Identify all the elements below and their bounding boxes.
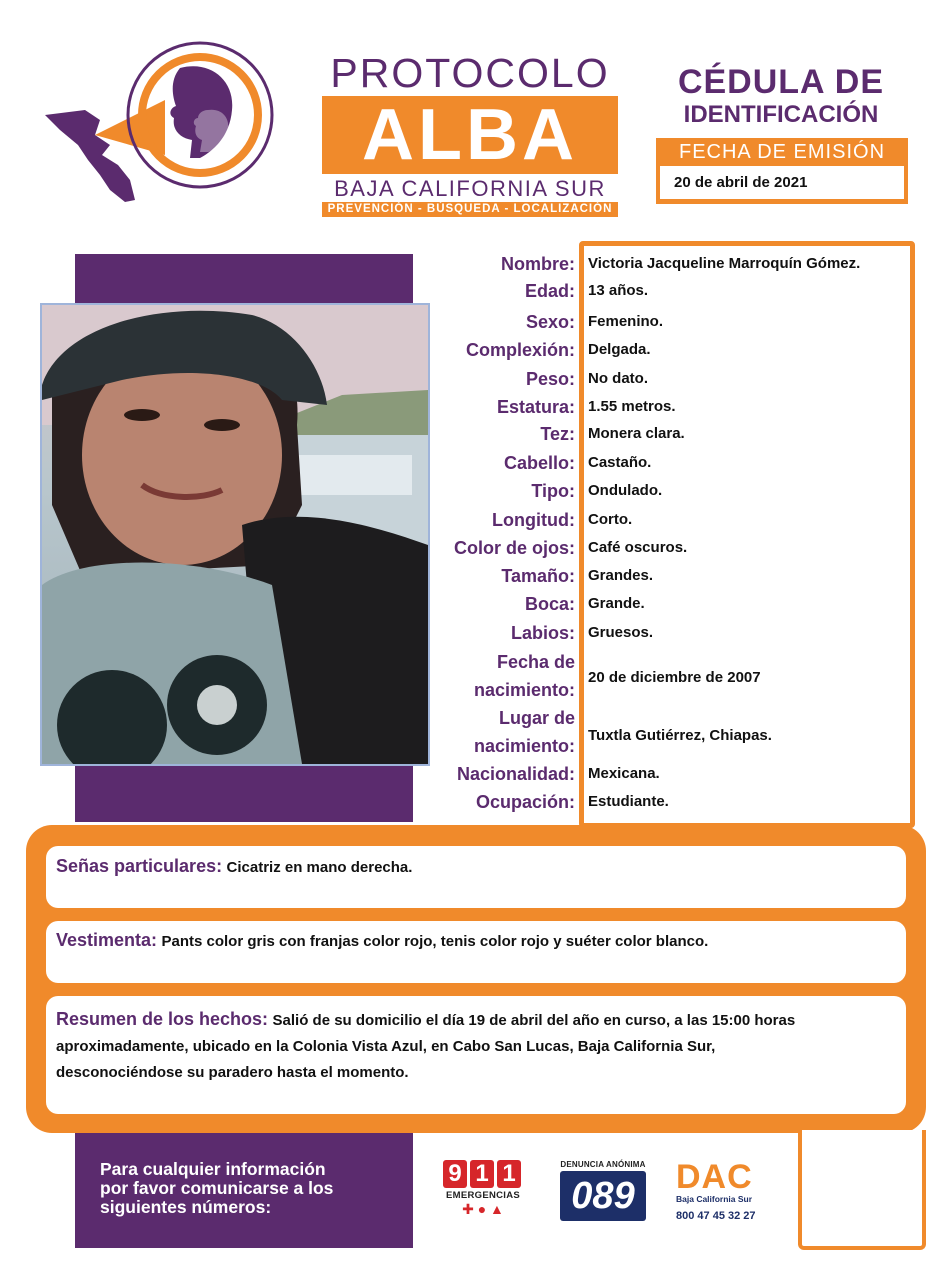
dac-phone: 800 47 45 32 27 — [676, 1210, 756, 1222]
field-label-line2: nacimiento: — [473, 680, 575, 700]
field-value: Corto. — [588, 511, 633, 528]
footer-corner-frame — [798, 1130, 926, 1250]
dac-logo — [676, 1160, 786, 1224]
senas-label: Señas particulares: — [56, 856, 223, 876]
field-label: Cabello: — [503, 453, 575, 473]
protocolo-alba-logo — [322, 52, 618, 217]
e911-digit: 1 — [497, 1160, 521, 1188]
resumen-line3: desconociéndose su paradero hasta el momento. — [56, 1064, 409, 1081]
field-label-line1: Fecha de — [496, 652, 575, 672]
field-labios — [420, 619, 920, 647]
field-value: No dato. — [588, 370, 648, 387]
e911-digit: 1 — [470, 1160, 494, 1188]
field-value: Ondulado. — [588, 482, 663, 499]
field-complexion — [420, 336, 920, 364]
field-fecha-nacimiento — [420, 648, 920, 704]
document-title-line1: CÉDULA DE — [677, 63, 885, 101]
e911-digit: 9 — [443, 1160, 467, 1188]
field-value: Grande. — [588, 595, 645, 612]
field-peso — [420, 365, 920, 393]
field-label: Tipo: — [531, 481, 575, 501]
field-label: Labios: — [510, 623, 575, 643]
field-boca — [420, 590, 920, 618]
field-value: Tuxtla Gutiérrez, Chiapas. — [588, 727, 772, 744]
field-value: Mexicana. — [588, 765, 660, 782]
field-label-line2: nacimiento: — [473, 736, 575, 756]
vestimenta-box — [46, 921, 906, 983]
contact-line2: por favor comunicarse a los — [100, 1178, 334, 1198]
senas-value: Cicatriz en mano derecha. — [226, 859, 413, 876]
field-value: Café oscuros. — [588, 539, 688, 556]
field-label: Sexo: — [525, 312, 575, 332]
brand-protocolo: PROTOCOLO — [330, 50, 610, 96]
emission-date-value: 20 de abril de 2021 — [660, 166, 904, 199]
field-label: Longitud: — [492, 510, 575, 530]
document-title-line2: IDENTIFICACIÓN — [683, 101, 879, 128]
contact-line3: siguientes números: — [100, 1197, 272, 1217]
resumen-box — [46, 996, 906, 1114]
field-value: Estudiante. — [588, 793, 669, 810]
field-edad — [420, 277, 920, 305]
field-label: Estatura: — [496, 397, 575, 417]
field-tamano — [420, 562, 920, 590]
protocolo-alba-emblem — [40, 40, 290, 215]
missing-person-photo — [40, 303, 430, 766]
field-value: Delgada. — [588, 341, 651, 358]
field-value: 1.55 metros. — [588, 398, 676, 415]
denuncia-number: 089 — [560, 1171, 646, 1221]
resumen-label: Resumen de los hechos: — [56, 1009, 269, 1029]
field-value: 13 años. — [588, 282, 649, 299]
senas-particulares-box — [46, 846, 906, 908]
dac-subtitle: Baja California Sur — [676, 1194, 753, 1204]
field-label: Peso: — [525, 369, 575, 389]
field-cabello — [420, 449, 920, 477]
field-label: Boca: — [524, 594, 575, 614]
field-label: Color de ojos: — [454, 538, 575, 558]
brand-region: BAJA CALIFORNIA SUR — [334, 176, 606, 201]
field-estatura — [420, 393, 920, 421]
field-label — [474, 648, 575, 704]
vestimenta-value: Pants color gris con franjas color rojo, tenis color rojo y suéter color blanco. — [161, 933, 709, 950]
field-label: Tez: — [540, 424, 575, 444]
field-value: Victoria Jacqueline Marroquín Gómez. — [588, 255, 861, 272]
field-tez — [420, 420, 920, 448]
field-tipo — [420, 477, 920, 505]
field-value: Gruesos. — [588, 624, 654, 641]
emergency-911-logo — [443, 1160, 523, 1222]
denuncia-anonima-089-logo — [560, 1160, 646, 1224]
emission-date-box — [656, 138, 908, 204]
field-label-line1: Lugar de — [498, 708, 575, 728]
document-title-block — [650, 64, 912, 204]
field-label: Ocupación: — [475, 792, 575, 812]
field-ocupacion — [420, 788, 920, 816]
field-sexo — [420, 308, 920, 336]
field-value: Femenino. — [588, 313, 664, 330]
field-label: Complexión: — [465, 340, 575, 360]
brand-tagline: PREVENCIÓN - BÚSQUEDA - LOCALIZACIÓN — [322, 202, 618, 217]
emergency-services-icons: ✚ ● ▲ — [462, 1201, 504, 1217]
field-lugar-nacimiento — [420, 704, 920, 760]
contact-line1: Para cualquier información — [100, 1159, 326, 1179]
resumen-line1: Salió de su domicilio el día 19 de abril del año en curso, a las 15:00 horas — [272, 1012, 796, 1029]
field-label: Nombre: — [500, 254, 575, 274]
field-color-ojos — [420, 534, 920, 562]
field-label — [474, 704, 575, 760]
field-nacionalidad — [420, 760, 920, 788]
field-value: 20 de diciembre de 2007 — [588, 669, 761, 686]
field-label: Edad: — [524, 281, 575, 301]
dac-name: DAC — [676, 1158, 753, 1196]
emission-date-label: FECHA DE EMISIÓN — [678, 141, 886, 163]
denuncia-caption: DENUNCIA ANÓNIMA — [560, 1160, 646, 1169]
field-value: Grandes. — [588, 567, 654, 584]
resumen-line2: aproximadamente, ubicado en la Colonia Vista Azul, en Cabo San Lucas, Baja California Sur, — [56, 1038, 716, 1055]
contact-message — [100, 1160, 390, 1217]
field-value: Castaño. — [588, 454, 652, 471]
field-nombre — [420, 250, 920, 278]
field-label: Nacionalidad: — [456, 764, 575, 784]
field-value: Monera clara. — [588, 425, 685, 442]
vestimenta-label: Vestimenta: — [56, 930, 158, 950]
field-longitud — [420, 506, 920, 534]
brand-alba: ALBA — [322, 96, 618, 174]
field-label: Tamaño: — [501, 566, 575, 586]
e911-label: EMERGENCIAS — [445, 1190, 521, 1201]
